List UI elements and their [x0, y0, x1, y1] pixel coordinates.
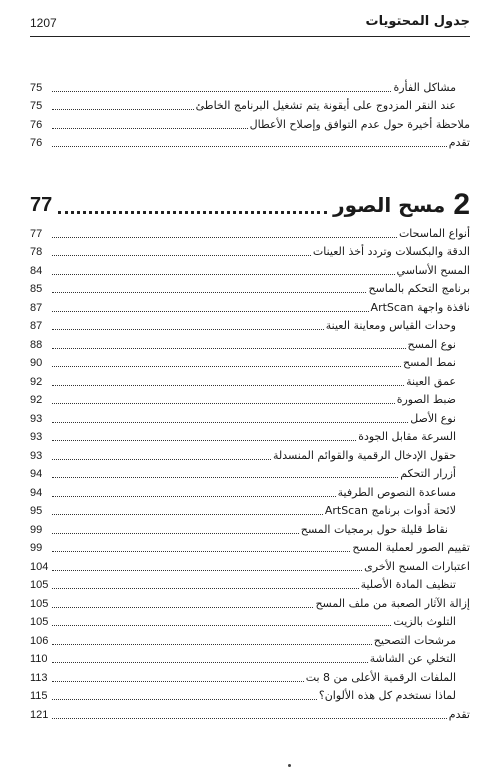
toc-entry-title: مساعدة النصوص الطرفية: [337, 485, 456, 499]
toc-entry[interactable]: [30, 132, 470, 151]
toc-entry-title: التخلي عن الشاشة: [369, 652, 456, 665]
toc-entry[interactable]: [30, 222, 470, 241]
leader-dots: [52, 274, 395, 275]
leader-dots: [52, 348, 406, 349]
toc-entry-title: حقول الإدخال الرقمية والقوائم المنسدلة: [272, 448, 456, 462]
leader-dots: [52, 422, 408, 423]
toc-entry-title: برنامج التحكم بالماسح: [368, 282, 470, 295]
toc-entry-title: نوع المسح: [407, 337, 456, 351]
toc-entry-page: 106: [30, 634, 49, 647]
toc-entry-page: 87: [30, 320, 43, 332]
toc-entry[interactable]: [30, 76, 470, 95]
leader-dots: [52, 533, 299, 534]
toc-entry-page: 115: [30, 690, 48, 702]
toc-entry[interactable]: [30, 315, 470, 334]
toc-entry-title: أزرار التحكم: [400, 467, 456, 480]
toc-entry-page: 75: [30, 100, 43, 112]
leader-dots: [52, 255, 311, 256]
leader-dots: [52, 440, 356, 441]
toc-entry-page: 99: [30, 523, 43, 536]
leader-dots: [52, 329, 324, 330]
toc-entry-title: وحدات القياس ومعاينة العينة: [325, 319, 456, 332]
toc-entry-page: 94: [30, 468, 43, 480]
leader-dots: [52, 625, 391, 626]
toc-entry-title: تنظيف المادة الأصلية: [360, 578, 456, 591]
toc-entry-page: 76: [30, 118, 43, 131]
leader-dots: [52, 403, 395, 404]
toc-entry-title: ملاحظة أخيرة حول عدم التوافق وإصلاح الأعطال: [249, 117, 470, 131]
toc-entry-page: 99: [30, 542, 43, 554]
leader-dots: [52, 311, 369, 312]
leader-dots: [52, 459, 271, 460]
leader-dots: [52, 699, 317, 700]
toc-entry-title: تقدم: [448, 136, 470, 149]
toc-entry-page: 92: [30, 375, 43, 388]
toc-entry[interactable]: [30, 426, 470, 445]
toc-entry-title: السرعة مقابل الجودة: [358, 430, 456, 443]
toc-entry[interactable]: [30, 333, 470, 352]
toc-entry-title: تقييم الصور لعملية المسح: [352, 541, 470, 554]
toc-entry-page: 93: [30, 431, 43, 443]
toc-entry-title: مشاكل الفأرة: [393, 80, 456, 94]
toc-entry[interactable]: [30, 500, 470, 519]
chapter-heading[interactable]: [30, 186, 470, 224]
toc-entry[interactable]: [30, 648, 470, 667]
toc-entry[interactable]: [30, 370, 470, 389]
toc-entry[interactable]: [30, 574, 470, 593]
toc-entry-page: 104: [30, 560, 49, 573]
toc-section-main: [30, 222, 470, 722]
toc-entry[interactable]: [30, 407, 470, 426]
toc-entry-page: 77: [30, 227, 43, 240]
toc-entry[interactable]: [30, 555, 470, 574]
leader-dots: [52, 146, 447, 147]
chapter-title: مسح الصور: [333, 193, 446, 217]
leader-dots: [52, 91, 391, 92]
leader-dots: [52, 718, 447, 719]
toc-entry[interactable]: [30, 666, 470, 685]
leader-dots: [58, 211, 327, 214]
leader-dots: [52, 109, 194, 110]
toc-entry[interactable]: [30, 296, 470, 315]
toc-entry[interactable]: [30, 444, 470, 463]
toc-entry-page: 90: [30, 357, 43, 369]
toc-entry-page: 85: [30, 283, 43, 295]
toc-entry-title: الدقة والبكسلات وتردد أخذ العينات: [312, 245, 470, 258]
toc-entry[interactable]: [30, 259, 470, 278]
page-speck: [288, 764, 291, 767]
toc-entry-title: أنواع الماسحات: [398, 226, 470, 240]
toc-entry-title: لماذا نستخدم كل هذه الألوان؟: [318, 689, 456, 702]
toc-entry-title: نمط المسح: [402, 356, 456, 369]
toc-entry-title: المسح الأساسي: [396, 263, 470, 277]
leader-dots: [52, 496, 336, 497]
toc-entry-page: 105: [30, 616, 49, 628]
leader-dots: [52, 292, 366, 293]
leader-dots: [52, 237, 397, 238]
toc-entry-title: تقدم: [448, 707, 470, 721]
leader-dots: [52, 385, 404, 386]
toc-entry-page: 78: [30, 246, 43, 258]
toc-entry-page: 93: [30, 412, 43, 425]
leader-dots: [52, 514, 323, 515]
toc-entry[interactable]: [30, 95, 470, 114]
toc-entry-title: ضبط الصورة: [396, 393, 456, 406]
toc-entry[interactable]: [30, 592, 470, 611]
toc-entry-page: 92: [30, 394, 43, 406]
leader-dots: [52, 551, 350, 552]
toc-entry-page: 84: [30, 264, 43, 277]
toc-entry-page: 87: [30, 301, 43, 314]
toc-entry[interactable]: [30, 241, 470, 260]
toc-entry[interactable]: [30, 537, 470, 556]
toc-entry[interactable]: [30, 352, 470, 371]
page-number: 1207: [30, 16, 57, 30]
toc-entry-page: 95: [30, 505, 43, 517]
leader-dots: [52, 477, 398, 478]
toc-entry-page: 113: [30, 671, 48, 684]
toc-entry-title: إزالة الآثار الصعبة من ملف المسح: [315, 596, 470, 610]
toc-entry-title: نافذة واجهة ArtScan: [370, 300, 470, 314]
toc-section-top: [30, 76, 470, 150]
toc-entry[interactable]: [30, 278, 470, 297]
toc-entry-title: الملفات الرقمية الأعلى من 8 بت: [305, 670, 456, 684]
leader-dots: [52, 681, 304, 682]
toc-entry-page: 121: [30, 708, 49, 721]
toc-entry[interactable]: [30, 629, 470, 648]
toc-entry-page: 88: [30, 338, 43, 351]
toc-entry[interactable]: [30, 481, 470, 500]
leader-dots: [52, 128, 248, 129]
toc-entry[interactable]: [30, 611, 470, 630]
toc-entry[interactable]: [30, 463, 470, 482]
toc-entry-title: عند النقر المزدوج على أيقونة يتم تشغيل البرنامج الخاطئ: [195, 99, 456, 112]
toc-entry-title: نوع الأصل: [410, 411, 456, 425]
leader-dots: [52, 588, 359, 589]
chapter-page: 77: [30, 193, 53, 216]
leader-dots: [52, 662, 368, 663]
toc-entry-page: 76: [30, 137, 43, 149]
toc-entry[interactable]: [30, 685, 470, 704]
page-header: [30, 14, 470, 37]
leader-dots: [52, 366, 401, 367]
chapter-number: 2: [453, 188, 470, 221]
toc-entry[interactable]: [30, 703, 470, 722]
running-title: جدول المحتويات: [365, 14, 470, 29]
leader-dots: [52, 644, 372, 645]
toc-entry-page: 94: [30, 486, 43, 499]
leader-dots: [52, 570, 362, 571]
toc-entry-page: 75: [30, 81, 43, 94]
toc-entry-title: نقاط قليلة حول برمجيات المسح: [300, 522, 448, 536]
toc-entry-title: اعتبارات المسح الأخرى: [364, 559, 470, 573]
toc-entry-page: 105: [30, 579, 49, 591]
toc-entry-title: لائحة أدوات برنامج ArtScan: [324, 504, 456, 517]
toc-entry-title: عمق العينة: [406, 374, 456, 388]
toc-entry-page: 110: [30, 653, 48, 665]
toc-entry-title: التلوث بالزيت: [393, 615, 456, 628]
toc-entry[interactable]: [30, 518, 470, 537]
toc-entry-page: 93: [30, 449, 43, 462]
leader-dots: [52, 607, 313, 608]
toc-entry[interactable]: [30, 113, 470, 132]
toc-entry[interactable]: [30, 389, 470, 408]
toc-entry-page: 105: [30, 597, 49, 610]
toc-entry-title: مرشحات التصحيح: [373, 633, 456, 647]
